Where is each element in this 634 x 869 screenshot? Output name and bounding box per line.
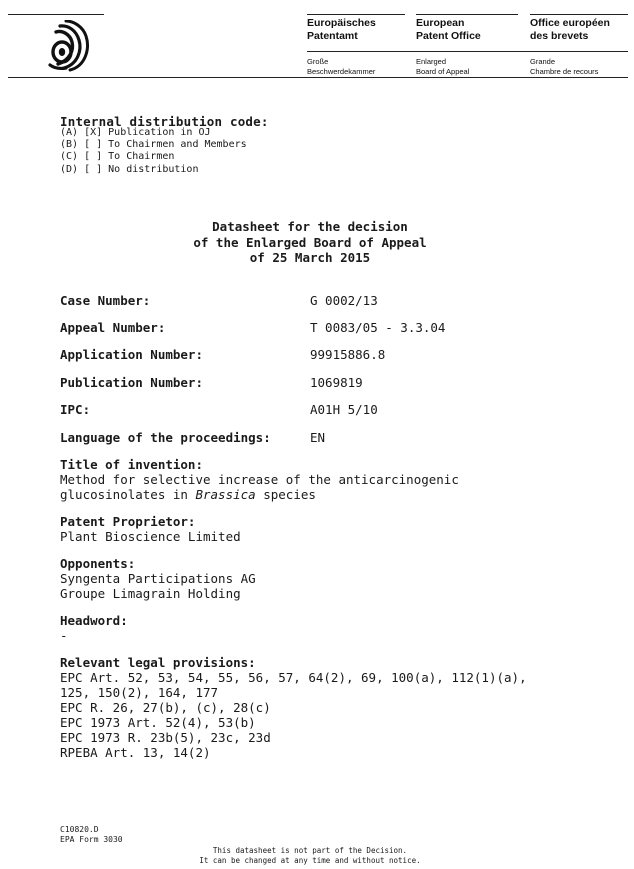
footer-notice-line-1: This datasheet is not part of the Decision. — [212, 846, 408, 855]
legal-provisions-line-6: RPEBA Art. 13, 14(2) — [60, 745, 211, 760]
legal-provisions-list — [60, 670, 527, 760]
datasheet-title-line-3: of 25 March 2015 — [249, 250, 371, 265]
title-line-2-prefix: glucosinolates in — [60, 487, 196, 502]
distribution-list — [60, 127, 247, 176]
opponent-2: Groupe Limagrain Holding — [60, 586, 241, 601]
language-label: Language of the proceedings: — [60, 430, 271, 445]
patent-proprietor-name: Plant Bioscience Limited — [60, 529, 241, 544]
header-sub-en — [416, 57, 469, 76]
legal-provisions-line-4: EPC 1973 Art. 52(4), 53(b) — [60, 715, 256, 730]
legal-provisions-line-1: EPC Art. 52, 53, 54, 55, 56, 57, 64(2), 69, 100(a), 112(1)(a), — [60, 670, 527, 685]
datasheet-title-line-1: Datasheet for the decision — [212, 219, 408, 234]
legal-provisions-line-3: EPC R. 26, 27(b), (c), 28(c) — [60, 700, 271, 715]
office-name-fr: Office européen des brevets — [530, 17, 610, 42]
title-of-invention-label: Title of invention: — [60, 457, 203, 472]
legal-provisions-line-5: EPC 1973 R. 23b(5), 23c, 23d — [60, 730, 271, 745]
distribution-title: Internal distribution code: — [60, 114, 269, 129]
distribution-item-c: (C) [ ] To Chairmen — [60, 151, 175, 163]
publication-number-value: 1069819 — [310, 375, 363, 390]
genus-name: Brassica — [195, 487, 256, 502]
footer-notice-line-2: It can be changed at any time and without notice. — [199, 855, 421, 865]
case-number-value: G 0002/13 — [310, 293, 378, 308]
office-name-de: Europäisches Patentamt — [307, 17, 376, 42]
headword-label: Headword: — [60, 613, 128, 628]
title-of-invention-line-1: Method for selective increase of the anticarcinogenic — [60, 472, 459, 487]
header-col-fr — [530, 17, 610, 43]
language-value: EN — [310, 430, 326, 445]
datasheet-title-line-2: of the Enlarged Board of Appeal — [193, 234, 427, 250]
headword-text: - — [60, 628, 68, 643]
board-name-de: Große Beschwerdekammer — [307, 57, 376, 76]
ipc-label: IPC: — [60, 402, 91, 417]
header-rule-top-3 — [530, 14, 628, 15]
patent-proprietor-label: Patent Proprietor: — [60, 514, 196, 529]
header-rule-middle — [307, 51, 628, 52]
header-rule-top-left — [8, 14, 104, 15]
appeal-number-value: T 0083/05 - 3.3.04 — [310, 320, 446, 335]
appeal-number-label: Appeal Number: — [60, 320, 166, 335]
distribution-item-a: (A) [X] Publication in OJ — [60, 127, 211, 138]
title-of-invention-line-2 — [60, 487, 459, 502]
opponents-list — [60, 571, 256, 601]
header-col-de — [307, 17, 376, 43]
office-name-en: European Patent Office — [416, 17, 481, 42]
footer-notice — [0, 846, 620, 865]
case-number-label: Case Number: — [60, 293, 151, 308]
header-col-en — [416, 17, 481, 43]
epo-logo — [44, 20, 90, 72]
header-rule-bottom — [8, 77, 628, 78]
title-of-invention-value — [60, 472, 459, 502]
board-name-en: Enlarged Board of Appeal — [416, 57, 470, 76]
header-rule-top-2 — [416, 14, 518, 15]
datasheet-title — [0, 219, 620, 266]
application-number-value: 99915886.8 — [310, 347, 386, 362]
board-name-fr: Grande Chambre de recours — [530, 57, 599, 76]
application-number-label: Application Number: — [60, 347, 203, 362]
header-sub-de — [307, 57, 375, 76]
ipc-value: A01H 5/10 — [310, 402, 378, 417]
form-code — [60, 825, 123, 845]
legal-provisions-line-2: 125, 150(2), 164, 177 — [60, 685, 219, 700]
header-sub-fr — [530, 57, 598, 76]
patent-proprietor-value — [60, 529, 241, 544]
epa-form-number: EPA Form 3030 — [60, 835, 123, 844]
document-code: C10820.D — [60, 825, 99, 834]
title-line-2-suffix: species — [255, 487, 316, 502]
legal-provisions-label: Relevant legal provisions: — [60, 655, 256, 670]
distribution-item-d: (D) [ ] No distribution — [60, 163, 199, 175]
headword-value — [60, 628, 68, 643]
opponents-label: Opponents: — [60, 556, 136, 571]
distribution-item-b: (B) [ ] To Chairmen and Members — [60, 139, 247, 151]
publication-number-label: Publication Number: — [60, 375, 203, 390]
header-rule-top-1 — [307, 14, 405, 15]
opponent-1: Syngenta Participations AG — [60, 571, 256, 586]
